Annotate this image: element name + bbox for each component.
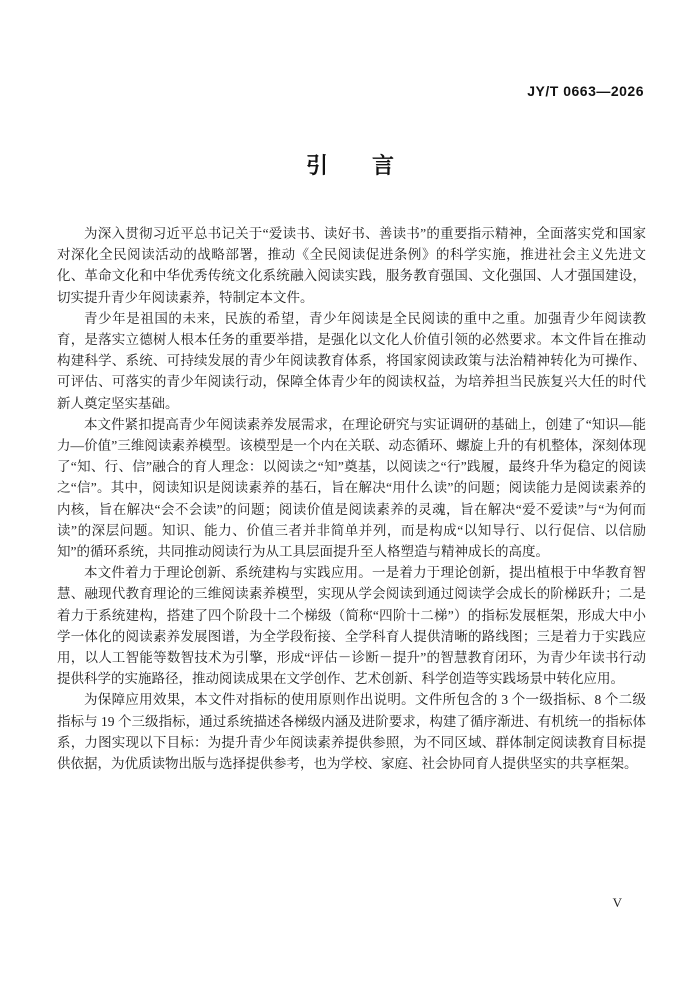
page-number: V [612, 895, 622, 910]
paragraph-2: 青少年是祖国的未来，民族的希望，青少年阅读是全民阅读的重中之重。加强青少年阅读教育，是落实立德树人根本任务的重要举措，是强化以文化人价值引领的必然要求。本文件旨在推动构建科学、系统、可持续发展的青少年阅读教育体系，将国家阅读政策与法治精神转化为可操作、可评估、可落实的青少年阅读行动，保障全体青少年的阅读权益，为培养担当民族复兴大任的时代新人奠定坚实基础。 [57, 310, 646, 411]
doc-number: JY/T 0663—2026 [527, 83, 644, 99]
paragraph-4: 本文件着力于理论创新、系统建构与实践应用。一是着力于理论创新，提出植根于中华教育智慧、融现代教育理论的三维阅读素养模型，实现从学会阅读到通过阅读学会成长的阶梯跃升；二是着力于系统建构，搭建了四个阶段十二个梯级（简称“四阶十二梯”）的指标发展框架，形成大中小学一体化的阅读素养发展图谱，为全学段衔接、全学科育人提供清晰的路线图；三是着力于实践应用，以人工智能等数智技术为引擎，形成“评估－诊断－提升”的智慧教育闭环，为青少年读书行动提供科学的实施路径，推动阅读成果在文学创作、艺术创新、科学创造等实践场景中转化应用。 [57, 565, 646, 687]
paragraph-1: 为深入贯彻习近平总书记关于“爱读书、读好书、善读书”的重要指示精神，全面落实党和国家对深化全民阅读活动的战略部署，推动《全民阅读促进条例》的科学实施，推进社会主义先进文化、革命文化和中华优秀传统文化系统融入阅读实践，服务教育强国、文化强国、人才强国建设，切实提升青少年阅读素养，特制定本文件。 [57, 226, 646, 305]
page-title: 引 言 [305, 153, 394, 178]
paragraph-5: 为保障应用效果，本文件对指标的使用原则作出说明。文件所包含的 3 个一级指标、8 个二级指标与 19 个三级指标，通过系统描述各梯级内涵及进阶要求，构建了循序渐进、有机统一的指标体系，力图实现以下目标：为提升青少年阅读素养提供参照，为不同区域、群体制定阅读教育目标提供依据，为优质读物出版与选择提供参考，也为学校、家庭、社会协同育人提供坚实的共享框架。 [57, 692, 646, 772]
paragraph-3: 本文件紧扣提高青少年阅读素养发展需求，在理论研究与实证调研的基础上，创建了“知识—能力—价值”三维阅读素养模型。该模型是一个内在关联、动态循环、螺旋上升的有机整体，深刻体现了“知、行、信”融合的育人理念：以阅读之“知”奠基，以阅读之“行”践履，最终升华为稳定的阅读之“信”。其中，阅读知识是阅读素养的基石，旨在解决“用什么读”的问题；阅读能力是阅读素养的内核，旨在解决“会不会读”的问题；阅读价值是阅读素养的灵魂，旨在解决“爱不爱读”与“为何而读”的深层问题。知识、能力、价值三者并非简单并列，而是构成“以知导行、以行促信、以信励知”的循环系统，共同推动阅读行为从工具层面提升至人格塑造与精神成长的高度。 [57, 416, 646, 560]
body-text [57, 223, 646, 774]
